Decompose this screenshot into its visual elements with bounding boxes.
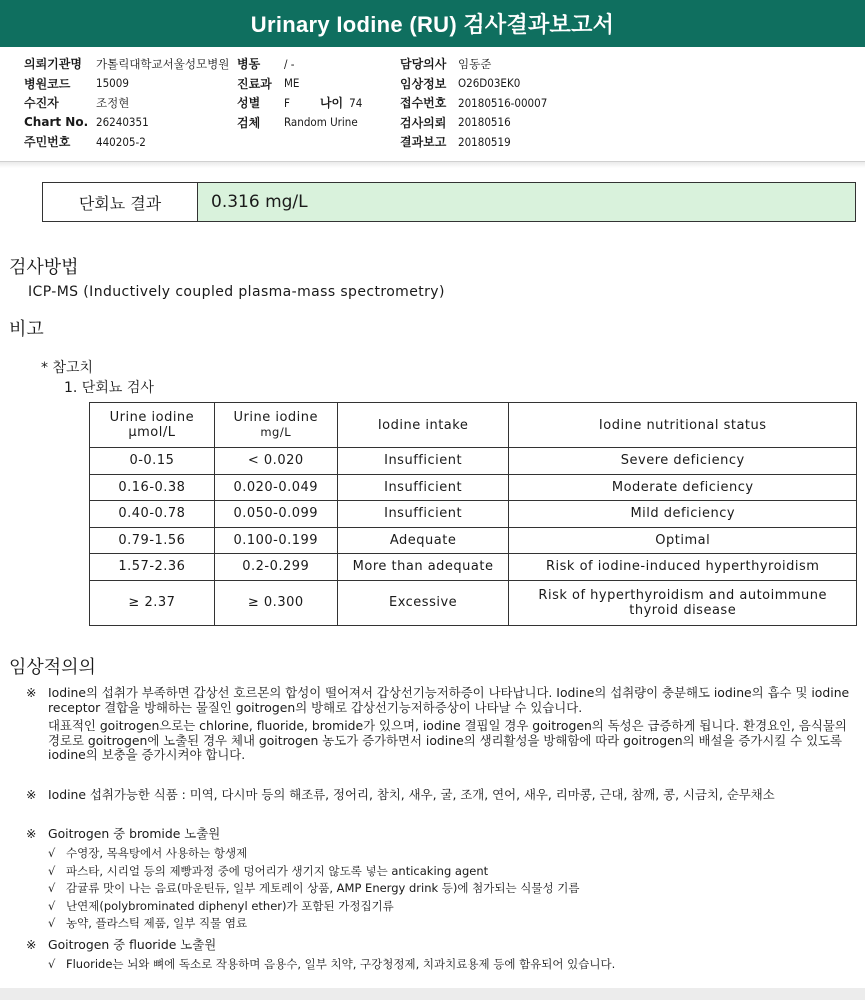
table-header-cell: Urine iodine mg/L [214,403,337,448]
table-cell: Mild deficiency [509,501,857,528]
bromide-title: Goitrogen 중 bromide 노출원 [48,826,221,841]
info-value: 15009 [96,76,129,91]
table-row [90,554,857,581]
method-text: ICP-MS (Inductively coupled plasma-mass spectrometry) [28,284,445,300]
check-icon: √ [48,846,56,860]
info-value: 26240351 [96,115,149,130]
info-label: 의뢰기관명 [24,57,82,72]
info-label: 접수번호 [400,96,447,111]
note-mark-icon: ※ [26,685,37,700]
table-cell: < 0.020 [214,448,337,475]
info-row-accession-no [400,93,547,113]
reference-subtitle: 1. 단회뇨 검사 [64,380,154,396]
info-value: 20180516 [458,115,511,130]
info-value: 조정현 [96,95,130,110]
table-cell: 0.100-0.199 [214,527,337,554]
table-cell: 0.050-0.099 [214,501,337,528]
info-column-1 [24,54,229,152]
info-row-report-date [400,132,547,152]
info-column-3 [400,54,547,152]
reference-title: * 참고치 [41,360,94,376]
info-value: ME [284,76,300,91]
iodine-foods-block [26,788,858,803]
list-item: √ 파스타, 시리얼 등의 제빵과정 중에 덩어리가 생기지 않도록 넣는 anticaking agent [48,863,579,881]
bromide-list [26,845,579,933]
table-cell: 0-0.15 [90,448,215,475]
table-cell: Excessive [337,580,509,625]
info-label: 검체 [237,115,261,130]
method-heading: 검사방법 [9,257,79,278]
info-row-dept [237,74,362,94]
info-label: 병원코드 [24,76,71,91]
info-label: 진료과 [237,76,272,91]
table-cell: Insufficient [337,501,509,528]
info-label: 검사의뢰 [400,115,447,130]
fluoride-list [26,956,615,974]
info-label: 수진자 [24,96,59,111]
table-cell: ≥ 2.37 [90,580,215,625]
table-header-cell: Iodine intake [337,403,509,448]
table-cell: 0.2-0.299 [214,554,337,581]
fluoride-title: Goitrogen 중 fluoride 노출원 [48,937,217,952]
info-label: 성별 [237,96,261,111]
info-row-sex-age [237,93,362,113]
list-item: √ 감귤류 맛이 나는 음료(마운틴듀, 일부 게토레이 상품, AMP Energy drink 등)에 첨가되는 식물성 기름 [48,880,579,898]
info-label: 임상정보 [400,76,447,91]
table-cell: Insufficient [337,448,509,475]
table-cell: Moderate deficiency [509,474,857,501]
info-label: 병동 [237,57,261,72]
info-row-hospital-code [24,74,229,94]
table-row [90,448,857,475]
bromide-block [26,827,858,842]
info-row-request-date [400,113,547,133]
clinical-paragraph-1: Iodine의 섭취가 부족하면 갑상선 호르몬의 합성이 떨어져서 갑상선기능저하증이 나타납니다. Iodine의 섭취량이 충분해도 iodine의 흡수 및 iodine receptor 결합을 방해하는 물질인 goitrogen의 방해로 갑상선기능저하증상이 나타날 수 있습니다. [48,685,850,715]
result-box [42,182,856,222]
info-value: / - [284,56,295,71]
list-item: √ 난연제(polybrominated diphenyl ether)가 포함된 가정집기류 [48,898,579,916]
check-icon: √ [48,898,56,913]
info-value: 임동준 [458,56,492,71]
info-row-clinical-info [400,74,547,94]
info-label: 담당의사 [400,57,447,72]
table-cell: Risk of iodine-induced hyperthyroidism [509,554,857,581]
note-mark-icon: ※ [26,937,37,952]
header-divider-shadow [0,162,865,168]
info-label: 나이 [319,96,344,111]
table-cell: Adequate [337,527,509,554]
info-row-chart-no [24,113,229,133]
info-value: F [284,95,290,110]
table-header-cell: Urine iodine μmol/L [90,403,215,448]
info-column-2 [237,54,362,132]
table-cell: 0.16-0.38 [90,474,215,501]
table-cell: Severe deficiency [509,448,857,475]
info-value: O26D03EK0 [458,76,521,91]
table-row [90,501,857,528]
table-cell: Optimal [509,527,857,554]
info-value: 20180519 [458,134,511,149]
table-cell: 0.40-0.78 [90,501,215,528]
table-cell: ≥ 0.300 [214,580,337,625]
table-header-cell: Iodine nutritional status [509,403,857,448]
remarks-heading: 비고 [9,319,44,340]
info-value: 74 [349,95,363,110]
info-label: 주민번호 [24,135,71,150]
info-row-institution [24,54,229,74]
table-cell: 0.020-0.049 [214,474,337,501]
check-icon: √ [48,863,56,878]
note-mark-icon: ※ [26,787,37,802]
check-icon: √ [48,881,56,895]
result-label: 단회뇨 결과 [43,183,198,221]
info-value: 20180516-00007 [458,95,548,110]
check-icon: √ [48,957,56,971]
check-icon: √ [48,916,56,930]
table-cell: 1.57-2.36 [90,554,215,581]
table-cell: More than adequate [337,554,509,581]
list-item: √ 농약, 플라스틱 제품, 일부 직물 염료 [48,915,579,933]
info-label: 결과보고 [400,135,447,150]
table-row [90,527,857,554]
iodine-foods-text: Iodine 섭취가능한 식품 : 미역, 다시마 등의 해조류, 정어리, 참치, 새우, 굴, 조개, 연어, 새우, 리마콩, 근대, 참깨, 콩, 시금치, 순무채소 [48,787,775,802]
list-item: √ 수영장, 목욕탕에서 사용하는 항생제 [48,845,579,863]
info-value: 440205-2 [96,134,146,149]
info-row-ward [237,54,362,74]
info-row-specimen [237,113,362,133]
reference-table [89,402,857,626]
table-cell: Risk of hyperthyroidism and autoimmune thyroid disease [509,580,857,625]
info-row-resident-no [24,132,229,152]
note-mark-icon: ※ [26,826,37,841]
table-row [90,580,857,625]
clinical-heading: 임상적의의 [9,657,96,678]
bottom-scroll-area [0,988,865,1000]
info-value: Random Urine [284,115,358,130]
clinical-paragraph-2: 대표적인 goitrogen으로는 chlorine, fluoride, bromide가 있으며, iodine 결핍일 경우 goitrogen의 독성은 급증하게 됩니다. 환경요인, 음식물의 경로로 goitrogen에 노출된 경우 체내 goitrogen 농도가 증가하면서 iodine의 생리활성을 방해함에 따라 goitrogen의 배설을 증가시킬 수 있도록 iodine의 보충을 증가시켜야 합니다. [48,718,847,762]
clinical-paragraph-block [26,686,858,763]
table-row [90,474,857,501]
table-cell: 0.79-1.56 [90,527,215,554]
result-value: 0.316 mg/L [198,183,855,221]
info-row-patient [24,93,229,113]
fluoride-block [26,938,858,953]
info-row-doctor [400,54,547,74]
report-title: Urinary Iodine (RU) 검사결과보고서 [0,0,865,47]
list-item: √ Fluoride는 뇌와 뼈에 독소로 작용하며 음용수, 일부 치약, 구강청정제, 치과치료용제 등에 함유되어 있습니다. [48,956,615,974]
table-cell: Insufficient [337,474,509,501]
table-header-row [90,403,857,448]
info-label: Chart No. [24,115,89,130]
info-value: 가톨릭대학교서울성모병원 [96,56,230,71]
